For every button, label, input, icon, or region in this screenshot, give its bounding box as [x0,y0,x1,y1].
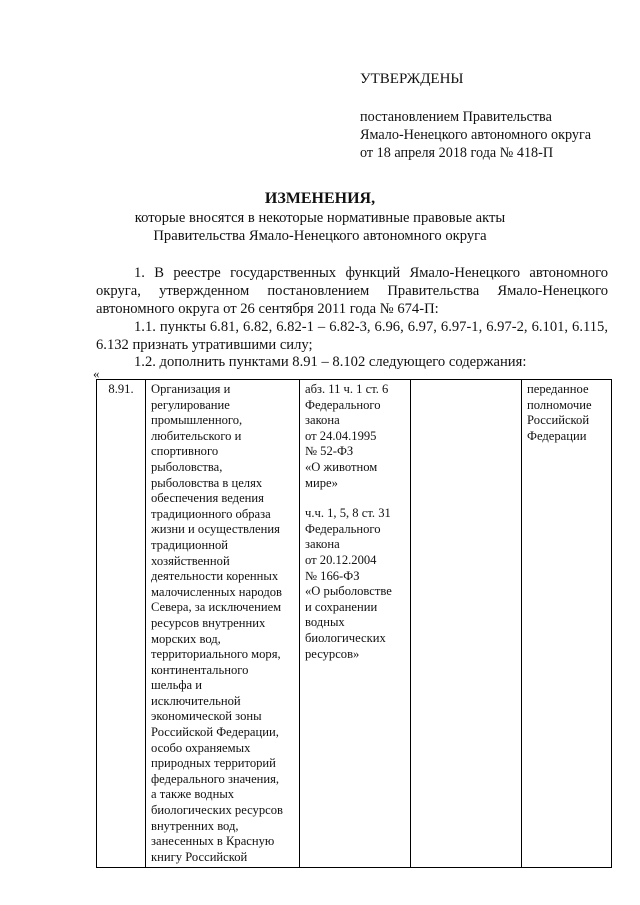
basis-spacer [305,491,405,506]
paragraph-1-1: 1.1. пункты 6.81, 6.82, 6.82-1 – 6.82-3, 6.96, 6.97, 6.97-1, 6.97-2, 6.101, 6.115, 6.132 признать утратившими силу; [96,319,608,353]
opening-quote-mark: « [93,366,100,381]
function-line: рыболовства в целях [151,475,263,490]
function-line: занесенных в Красную [151,834,275,849]
basis-line: закона [305,537,340,552]
function-line: биологических ресурсов [151,803,283,818]
paragraph-1: 1. В реестре государственных функций Ямало-Ненецкого автономного округа, утвержденном постановлением Правительства Ямало-Ненецкого автономного округа от 26 сентября 2011 года № 674-П: [96,265,608,317]
function-line: жизни и осуществления [151,522,280,537]
paragraph-1-2: 1.2. дополнить пунктами 8.91 – 8.102 следующего содержания: [134,354,527,370]
decree-line: постановлением Правительства [360,109,552,125]
function-line: рыболовства, [151,459,223,474]
table-row [97,380,612,868]
function-line: морских вод, [151,631,221,646]
empty-column-cell [411,380,522,868]
function-description-cell [146,380,300,868]
function-line: Организация и [151,382,231,396]
subtitle-line: которые вносятся в некоторые нормативные правовые акты [134,210,506,226]
function-line: Российской Федерации, [151,725,279,740]
row-number-cell: 8.91. [97,380,146,868]
basis-line: ч.ч. 1, 5, 8 ст. 31 [305,506,391,521]
function-line: промышленного, [151,413,243,428]
basis-line: «О рыболовстве [305,584,392,599]
function-line: регулирование [151,397,230,412]
functions-table [96,379,612,868]
basis-line: водных [305,615,345,630]
note-line: полномочие [527,397,592,412]
function-line: континентального [151,662,249,677]
legal-basis-cell [300,380,411,868]
basis-line: «О животном [305,459,378,474]
basis-line: № 166-ФЗ [305,568,360,583]
basis-line: и сохранении [305,599,378,614]
function-line: хозяйственной [151,553,230,568]
basis-line: биологических [305,630,386,645]
basis-line: Федерального [305,521,381,536]
note-line: Российской [527,413,590,428]
basis-line: абз. 11 ч. 1 ст. 6 [305,382,389,396]
function-line: книгу Российской [151,849,248,864]
decree-line: Ямало-Ненецкого автономного округа [360,127,592,143]
function-line: малочисленных народов [151,584,282,599]
basis-line: от 20.12.2004 [305,552,377,567]
function-line: ресурсов внутренних [151,615,266,630]
function-line: а также водных [151,787,235,802]
note-line: Федерации [527,428,587,443]
basis-line: от 24.04.1995 [305,428,377,443]
basis-line: № 52-ФЗ [305,444,354,459]
subtitle-line: Правительства Ямало-Ненецкого автономного округа [153,228,487,244]
document-subtitle [0,209,640,245]
function-line: Севера, за исключением [151,600,282,615]
function-line: деятельности коренных [151,569,279,584]
function-line: шельфа и [151,678,202,693]
function-line: исключительной [151,693,241,708]
function-line: спортивного [151,444,219,459]
function-line: любительского и [151,428,242,443]
function-line: традиционной [151,537,228,552]
function-line: традиционного образа [151,506,271,521]
function-line: обеспечения ведения [151,491,264,506]
document-title: ИЗМЕНЕНИЯ, [264,190,376,207]
function-line: особо охраняемых [151,740,251,755]
function-line: федерального значения, [151,771,280,786]
note-cell [522,380,612,868]
function-line: экономической зоны [151,709,262,724]
decree-line: от 18 апреля 2018 года № 418-П [360,145,554,161]
basis-line: Федерального [305,397,381,412]
approved-heading: УТВЕРЖДЕНЫ [360,71,464,87]
function-line: природных территорий [151,756,276,771]
decree-reference [360,108,591,162]
basis-line: мире» [305,475,338,490]
basis-line: закона [305,413,340,428]
function-line: внутренних вод, [151,818,239,833]
function-line: территориального моря, [151,647,281,662]
basis-line: ресурсов» [305,646,360,661]
note-line: переданное [527,382,589,396]
